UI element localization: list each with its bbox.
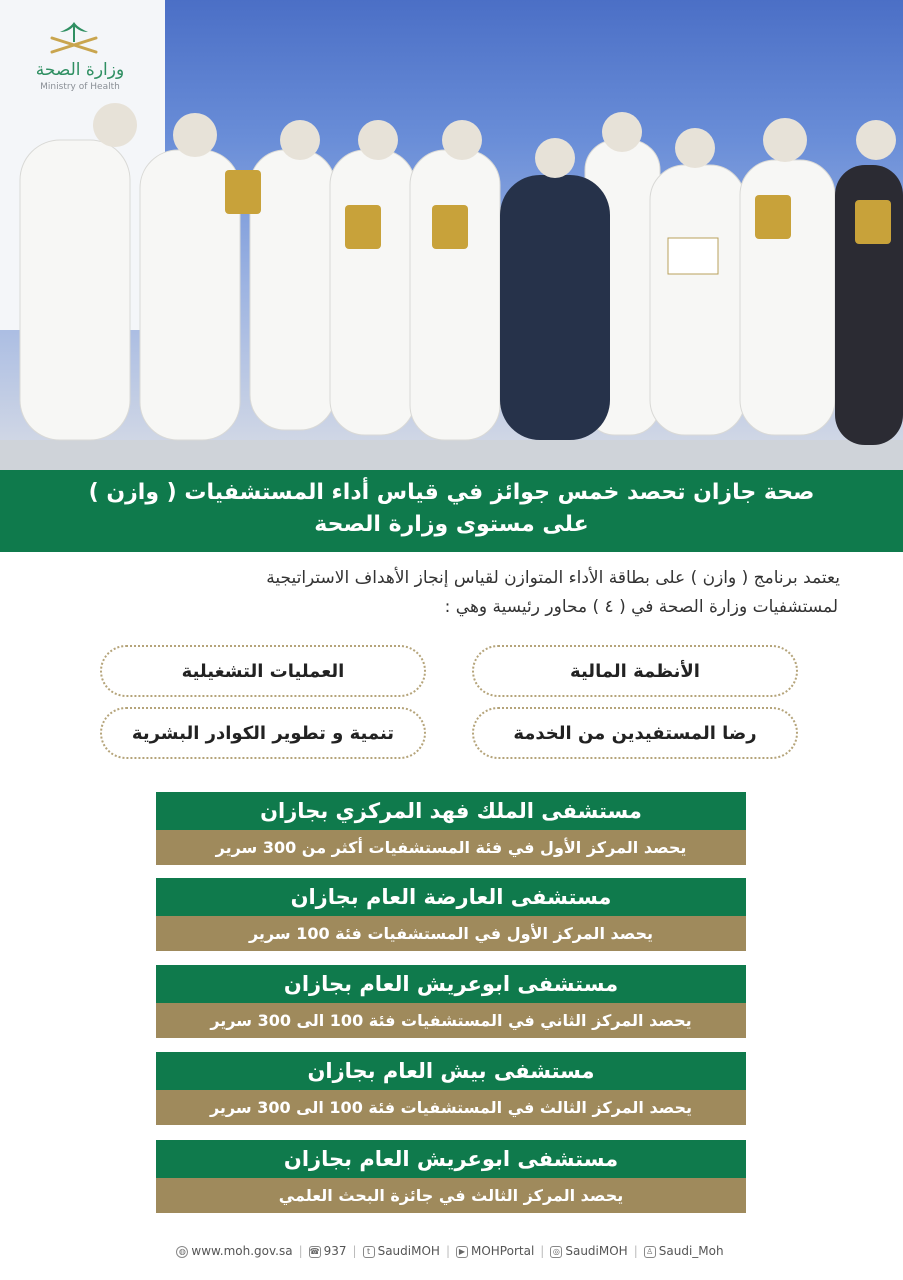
- footer-snapchat[interactable]: [644, 1244, 724, 1258]
- hospital-name: مستشفى ابوعريش العام بجازان: [156, 965, 746, 1003]
- globe-icon: ◍: [176, 1246, 188, 1258]
- logo-english: Ministry of Health: [40, 82, 120, 92]
- hospital-card: [156, 965, 746, 1038]
- hospital-card: [156, 792, 746, 865]
- instagram-icon: ◎: [550, 1246, 562, 1258]
- hospital-award: يحصد المركز الثالث في جائزة البحث العلمي: [156, 1178, 746, 1213]
- head: [173, 113, 217, 157]
- trophy: [855, 200, 891, 244]
- hospital-card: [156, 878, 746, 951]
- head: [602, 112, 642, 152]
- phone-text: 937: [323, 1244, 347, 1258]
- certificate: [668, 238, 718, 274]
- pillar-development: تنمية و تطوير الكوادر البشرية: [100, 707, 426, 759]
- trophy: [225, 170, 261, 214]
- divider: |: [352, 1244, 357, 1258]
- hospital-name: مستشفى الملك فهد المركزي بجازان: [156, 792, 746, 830]
- phone-icon: ☎: [309, 1246, 320, 1256]
- head: [675, 128, 715, 168]
- head: [763, 118, 807, 162]
- intro-line-2: لمستشفيات وزارة الصحة في ( ٤ ) محاور رئيسية وهي :: [444, 597, 838, 617]
- divider: |: [298, 1244, 303, 1258]
- head: [358, 120, 398, 160]
- pillar-operations: العمليات التشغيلية: [100, 645, 426, 697]
- footer-youtube[interactable]: [456, 1244, 534, 1258]
- headline-bar: [0, 470, 903, 552]
- hospital-name: مستشفى العارضة العام بجازان: [156, 878, 746, 916]
- head: [93, 103, 137, 147]
- footer-website[interactable]: [176, 1244, 292, 1258]
- hospital-name: مستشفى ابوعريش العام بجازان: [156, 1140, 746, 1178]
- snapchat-icon: ♙: [644, 1246, 656, 1258]
- footer-twitter[interactable]: [363, 1244, 440, 1258]
- footer-instagram[interactable]: [550, 1244, 627, 1258]
- divider: |: [445, 1244, 450, 1258]
- people-group: [0, 0, 903, 470]
- intro-line-1: يعتمد برنامج ( وازن ) على بطاقة الأداء المتوازن لقياس إنجاز الأهداف الاستراتيجية: [266, 568, 840, 588]
- footer-phone[interactable]: [309, 1244, 347, 1258]
- pillar-financial: الأنظمة المالية: [472, 645, 798, 697]
- trophy: [755, 195, 791, 239]
- twitter-icon: t: [363, 1246, 375, 1258]
- hospital-award: يحصد المركز الأول في المستشفيات فئة 100 سرير: [156, 916, 746, 951]
- divider: |: [540, 1244, 545, 1258]
- hospital-card: [156, 1140, 746, 1213]
- youtube-text: MOHPortal: [470, 1244, 535, 1258]
- hospital-card: [156, 1052, 746, 1125]
- website-text: www.moh.gov.sa: [191, 1244, 293, 1258]
- hospital-award: يحصد المركز الأول في فئة المستشفيات أكثر من 300 سرير: [156, 830, 746, 865]
- instagram-text: SaudiMOH: [565, 1244, 628, 1258]
- hospital-award: يحصد المركز الثاني في المستشفيات فئة 100 الى 300 سرير: [156, 1003, 746, 1038]
- head: [442, 120, 482, 160]
- person: [500, 175, 610, 440]
- person: [650, 165, 745, 435]
- trophy: [345, 205, 381, 249]
- head: [535, 138, 575, 178]
- twitter-text: SaudiMOH: [377, 1244, 440, 1258]
- award-photo: [0, 0, 903, 470]
- person: [250, 150, 335, 430]
- headline-line-1: صحة جازان تحصد خمس جوائز في قياس أداء المستشفيات ( وازن ): [88, 480, 815, 505]
- hospital-name: مستشفى بيش العام بجازان: [156, 1052, 746, 1090]
- snapchat-text: Saudi_Moh: [658, 1244, 724, 1258]
- person: [330, 150, 415, 435]
- logo-arabic: وزارة الصحة: [35, 60, 125, 80]
- footer-contacts: [150, 1240, 750, 1262]
- head: [280, 120, 320, 160]
- pillar-satisfaction: رضا المستفيدين من الخدمة: [472, 707, 798, 759]
- trophy: [432, 205, 468, 249]
- hospital-award: يحصد المركز الثالث في المستشفيات فئة 100 الى 300 سرير: [156, 1090, 746, 1125]
- divider: |: [633, 1244, 638, 1258]
- person: [410, 150, 500, 440]
- headline-line-2: على مستوى وزارة الصحة: [314, 512, 589, 537]
- head: [856, 120, 896, 160]
- youtube-icon: ▶: [456, 1246, 468, 1258]
- person: [20, 140, 130, 440]
